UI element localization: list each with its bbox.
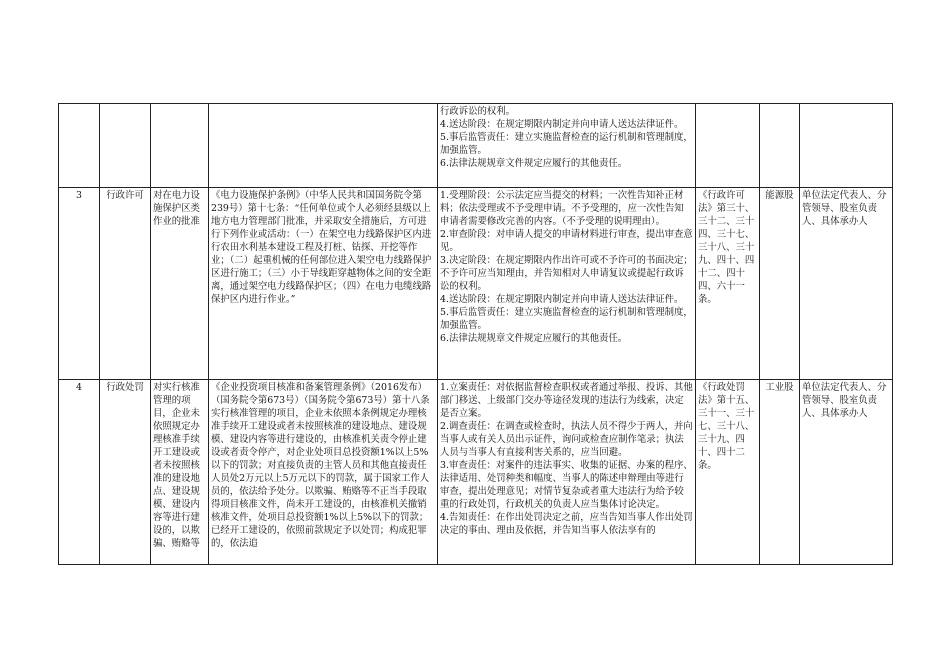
table-row [59,104,893,188]
duty-item: 2.调查责任：在调查或检查时，执法人员不得少于两人，并向当事人或有关人员出示证件，询问或检查应制作笔录；执法人员与当事人有直接利害关系的，应当回避。 [440,421,693,458]
accountability-basis [696,104,760,188]
duty-list [438,380,696,565]
table-row [59,188,893,380]
power-type [100,104,151,188]
power-type: 行政处罚 [100,380,151,565]
power-type: 行政许可 [100,188,151,380]
duty-item: 2.审查阶段：对申请人提交的申请材料进行审查，提出审查意见。 [440,229,693,253]
duty-item: 1.立案责任：对依据监督检查职权或者通过举报、投诉、其他部门移送、上级部门交办等途径发现的违法行为线索，决定是否立案。 [440,382,693,419]
duty-item: 5.事后监管责任：建立实施监督检查的运行机制和管理制度，加强监管。 [440,132,693,156]
duty-item: 4.送达阶段：在规定期限内制定并向申请人送达法律证件。 [440,119,684,130]
duty-item: 6.法律法规规章文件规定应履行的其他责任。 [440,333,628,344]
duty-item: 1.受理阶段：公示法定应当提交的材料；一次性告知补正材料；依法受理或不予受理申请。不予受理的，应一次性告知申请者需要修改完善的内容。（不予受理的说明理由）。 [440,190,684,227]
responsible-dept: 能源股 [760,188,800,380]
duty-item: 5.事后监管责任：建立实施监督检查的运行机制和管理制度，加强监管。 [440,307,693,331]
row-number [59,104,100,188]
duty-item: 行政诉讼的权利。 [440,106,516,117]
row-number: 3 [59,188,100,380]
responsibility-table [58,103,893,565]
responsible-dept: 工业股 [760,380,800,565]
table-row [59,380,893,565]
duty-item: 4.告知责任：在作出处罚决定之前，应当告知当事人作出处罚决定的事由、理由及依据，并告知当事人依法享有的 [440,512,693,536]
item-name: 对实行核准管理的项目，企业未依照规定办理核准手续开工建设或者未按照核准的建设地点、建设规模、建设内容等进行建设的，以欺骗、贿赂等 [151,380,209,565]
responsible-party: 单位法定代表人、分管领导、股室负责人、具体承办人 [800,380,893,565]
accountability-basis: 《行政许可法》第三十、三十二、三十四、三十七、三十八、三十九、四十、四十二、四十四、六十一条。 [696,188,760,380]
legal-basis [209,104,438,188]
accountability-basis: 《行政处罚法》第十五、三十一、三十七、三十八、三十九、四十、四十二条。 [696,380,760,565]
duty-item: 4.送达阶段：在规定期限内制定并向申请人送达法律证件。 [440,294,684,305]
duty-list [438,104,696,188]
legal-basis: 《电力设施保护条例》（中华人民共和国国务院令第239号）第十七条：“任何单位或个人必须经县级以上地方电力管理部门批准，并采取安全措施后，方可进行下列作业或活动：（一）在架空电力线路保护区内进行农田水利基本建设工程及打桩、钻探、开挖等作业；（二）起重机械的任何部位进入架空电力线路保护区进行施工；（三）小于导线距穿越物体之间的安全距离，通过架空电力线路保护区；（四）在电力电缆线路保护区内进行作业。” [209,188,438,380]
duty-item: 6.法律法规规章文件规定应履行的其他责任。 [440,158,628,169]
responsible-party [800,104,893,188]
duty-item: 3.决定阶段：在规定期限内作出许可或不予许可的书面决定；不予许可应当知理由，并告知相对人申请复议或提起行政诉讼的权利。 [440,255,693,292]
duty-item: 3.审查责任：对案件的违法事实、收集的证据、办案的程序、法律适用、处罚种类和幅度、当事人的陈述申辩理由等进行审查，提出处理意见；对情节复杂或者重大违法行为给予较重的行政处罚，行政机关的负责人应当集体讨论决定。 [440,460,693,510]
item-name [151,104,209,188]
legal-basis: 《企业投资项目核准和备案管理条例》（2016发布）（国务院令第673号）（国务院令第673号）第十八条 实行核准管理的项目，企业未依照本条例规定办理核准手续开工建设或者未按照核准的建设地点、建设规模、建设内容等进行建设的，由核准机关责令停止建设或者责令停产，对企业处项目总投资额1%以上5%以下的罚款；对直接负责的主管人员和其他直接责任人员处2万元以上5万元以下的罚款，属于国家工作人员的，依法给予处分。以欺骗、贿赂等不正当手段取得项目核准文件，尚未开工建设的，由核准机关撤销核准文件，处项目总投资额1%以上5%以下的罚款；已经开工建设的，依照前款规定予以处罚；构成犯罪的，依法追 [209,380,438,565]
duty-list [438,188,696,380]
item-name: 对在电力设施保护区类作业的批准 [151,188,209,380]
responsible-dept [760,104,800,188]
row-number: 4 [59,380,100,565]
responsible-party: 单位法定代表人、分管领导、股室负责人、具体承办人 [800,188,893,380]
